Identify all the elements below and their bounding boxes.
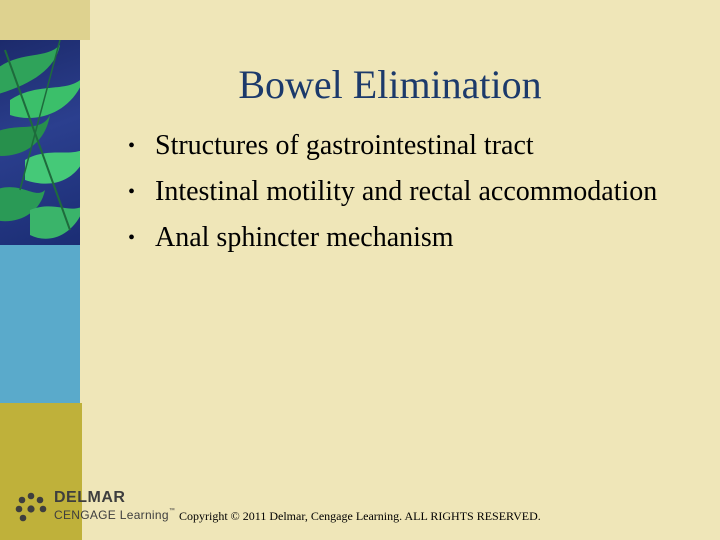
decorative-side-strip — [0, 0, 90, 540]
bullet-text: Anal sphincter mechanism — [155, 222, 454, 253]
blue-color-block — [0, 245, 80, 403]
bullet-item — [128, 220, 688, 256]
bullet-item — [128, 174, 688, 210]
top-color-block — [0, 0, 90, 40]
bullet-list — [128, 128, 688, 266]
logo-brand-text: DELMAR — [54, 489, 126, 506]
bullet-dot-icon: • — [128, 227, 136, 249]
copyright-notice: Copyright © 2011 Delmar, Cengage Learning. ALL RIGHTS RESERVED. — [179, 509, 541, 523]
bullet-text: Structures of gastrointestinal tract — [155, 130, 534, 161]
cengage-dots-icon — [14, 491, 48, 525]
delmar-cengage-logo — [14, 487, 174, 527]
slide-title: Bowel Elimination — [238, 61, 542, 107]
logo-sub-label: CENGAGE Learning — [54, 508, 169, 522]
logo-trademark: ™ — [168, 508, 176, 514]
bullet-dot-icon: • — [128, 181, 136, 203]
bullet-item — [128, 128, 688, 164]
bullet-dot-icon: • — [128, 135, 136, 157]
logo-subtext — [54, 508, 175, 522]
bullet-text: Intestinal motility and rectal accommodation — [155, 176, 658, 207]
leaf-photo-decoration — [0, 40, 80, 245]
leaf-illustration — [0, 40, 80, 245]
